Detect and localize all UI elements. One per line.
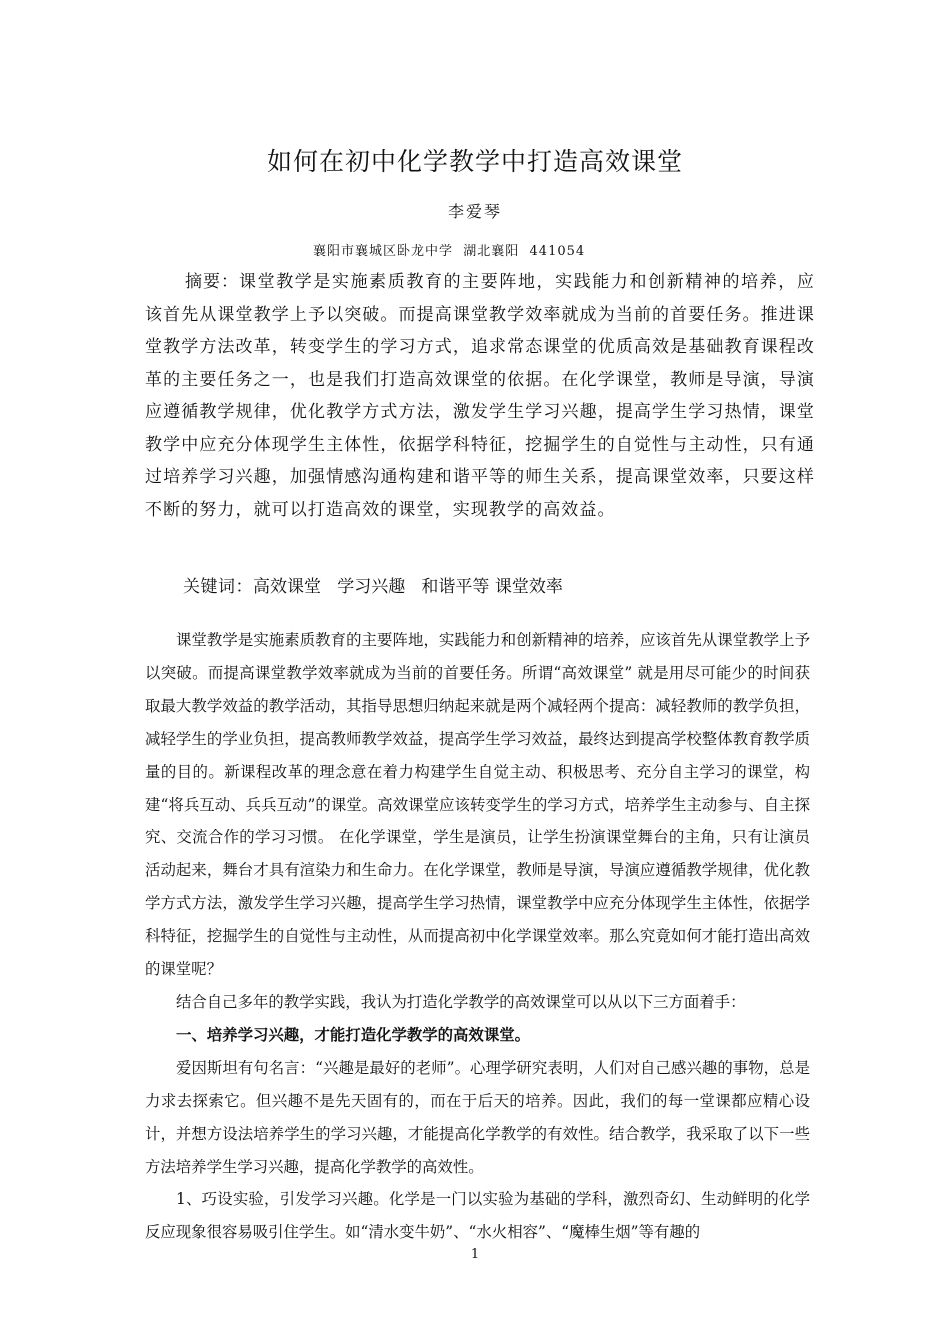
page-number: 1	[470, 1247, 480, 1262]
section-heading: 一、培养学习兴趣，才能打造化学教学的高效课堂。	[176, 1025, 530, 1044]
body-paragraph: 1、巧设实验，引发学习兴趣。化学是一门以实验为基础的学科，激烈奇幻、生动鲜明的化学反应现象很容易吸引住学生。如“清水变牛奶”、“水火相容”、“魔棒生烟”等有趣的	[145, 1190, 810, 1242]
keywords-text: 高效课堂 学习兴趣 和谐平等 课堂效率	[253, 577, 563, 597]
body-paragraph: 课堂教学是实施素质教育的主要阵地，实践能力和创新精神的培养，应该首先从课堂教学上予以突破。而提高课堂教学效率就成为当前的首要任务。所谓“高效课堂” 就是用尽可能少的时间获取最大教学效益的教学活动，其指导思想归纳起来就是两个减轻两个提高：减轻教师的教学负担，减轻学生的学业负担，提高教师教学效益，提高学生学习效益，最终达到提高学校整体教育教学质量的目的。新课程改革的理念意在着力构建学生自觉主动、积极思考、充分自主学习的课堂，构建“将兵互动、兵兵互动”的课堂。高效课堂应该转变学生的学习方式，培养学生主动参与、自主探究、交流合作的学习习惯。 在化学课堂，学生是演员，让学生扮演课堂舞台的主角，只有让演员活动起来，舞台才具有渲染力和生命力。在化学课堂，教师是导演，导演应遵循教学规律，优化教学方式方法，激发学生学习兴趣，提高学生学习热情，课堂教学中应充分体现学生主体性，依据学科特征，挖掘学生的自觉性与主动性，从而提高初中化学课堂效率。那么究竟如何才能打造出高效的课堂呢？	[145, 631, 810, 979]
author-affiliation: 襄阳市襄城区卧龙中学 湖北襄阳 441054	[313, 244, 586, 259]
abstract	[145, 266, 815, 526]
body-paragraph: 爱因斯坦有句名言：“兴趣是最好的老师”。心理学研究表明，人们对自己感兴趣的事物，总是力求去探索它。但兴趣不是先天固有的，而在于后天的培养。因此，我们的每一堂课都应精心设计，并想方设法培养学生的学习兴趣，才能提高化学教学的有效性。结合教学，我采取了以下一些方法培养学生学习兴趣，提高化学教学的高效性。	[145, 1058, 810, 1176]
document-title: 如何在初中化学教学中打造高效课堂	[266, 147, 683, 176]
body-paragraph: 结合自己多年的教学实践，我认为打造化学教学的高效课堂可以从以下三方面着手：	[176, 992, 746, 1011]
keywords-label: 关键词：	[183, 577, 253, 597]
abstract-text: 课堂教学是实施素质教育的主要阵地，实践能力和创新精神的培养，应该首先从课堂教学上予以突破。而提高课堂教学效率就成为当前的首要任务。推进课堂教学方法改革，转变学生的学习方式，追求常态课堂的优质高效是基础教育课程改革的主要任务之一，也是我们打造高效课堂的依据。在化学课堂，教师是导演，导演应遵循教学规律，优化教学方式方法，激发学生学习兴趣，提高学生学习热情，课堂教学中应充分体现学生主体性，依据学科特征，挖掘学生的自觉性与主动性，只有通过培养学习兴趣，加强情感沟通构建和谐平等的师生关系，提高课堂效率，只要这样不断的努力，就可以打造高效的课堂，实现教学的高效益。	[145, 272, 815, 520]
keywords	[183, 571, 813, 603]
abstract-label: 摘要：	[185, 272, 239, 292]
author-name: 李爱琴	[447, 202, 502, 221]
body-text	[145, 624, 810, 1249]
